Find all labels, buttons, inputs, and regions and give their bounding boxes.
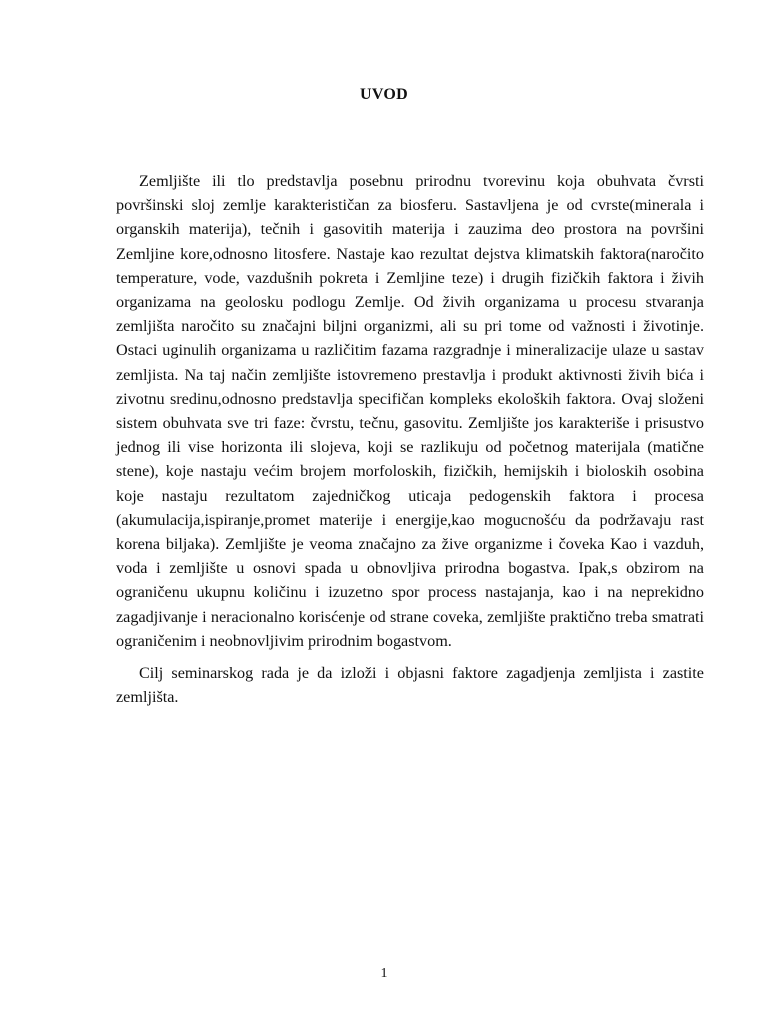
page-number: 1 xyxy=(380,966,388,981)
paragraph-goal: Cilj seminarskog rada je da izloži i objasni faktore zagadjenja zemljista i zastite zemljišta. xyxy=(116,664,704,707)
page-title: UVOD xyxy=(360,86,408,103)
body-text xyxy=(116,169,704,709)
paragraph-intro: Zemljište ili tlo predstavlja posebnu prirodnu tvorevinu koja obuhvata čvrsti površinski sloj zemlje karakterističan za biosferu. Sastavljena je od cvrste(minerala i organskih materija), tečnih i gasovitih materija i zauzima deo prostora na površini Zemljine kore,odnosno litosfere. Nastaje kao rezultat dejstva klimatskih faktora(naročito temperature, vode, vazdušnih pokreta i Zemljine teze) i drugih fizičkih faktora i živih organizama na geolosku podlogu Zemlje. Od živih organizama u procesu stvaranja zemljišta naročito su značajni biljni organizmi, ali su pri tome od važnosti i životinje. Ostaci uginulih organizama u različitim fazama razgradnje i mineralizacije ulaze u sastav zemljista. Na taj način zemljište istovremeno prestavlja i produkt aktivnosti živih bića i zivotnu sredinu,odnosno predstavlja specifičan kompleks ekoloških faktora. Ovaj složeni sistem obuhvata sve tri faze: čvrstu, tečnu, gasovitu. Zemljište jos karakteriše i prisustvo jednog ili vise horizonta ili slojeva, koji se razlikuju od početnog materijala (matične stene), koje nastaju većim brojem morfoloskih, fizičkih, hemijskih i bioloskih osobina koje nastaju rezultatom zajedničkog uticaja pedogenskih faktora i procesa (akumulacija,ispiranje,promet materije i energije,kao mogucnošću da podržavaju rast korena biljaka). Zemljište je veoma značajno za žive organizme i čoveka Kao i vazduh, voda i zemljište u osnovi spada u obnovljiva prirodna bogastva. Ipak,s obzirom na ograničenu ukupnu količinu i izuzetno spor process nastajanja, kao i na neprekidno zagadjivanje i neracionalno korisćenje od strane coveka, zemljište praktično treba smatrati ograničenim i neobnovljivim prirodnim bogastvom. xyxy=(116,172,704,650)
